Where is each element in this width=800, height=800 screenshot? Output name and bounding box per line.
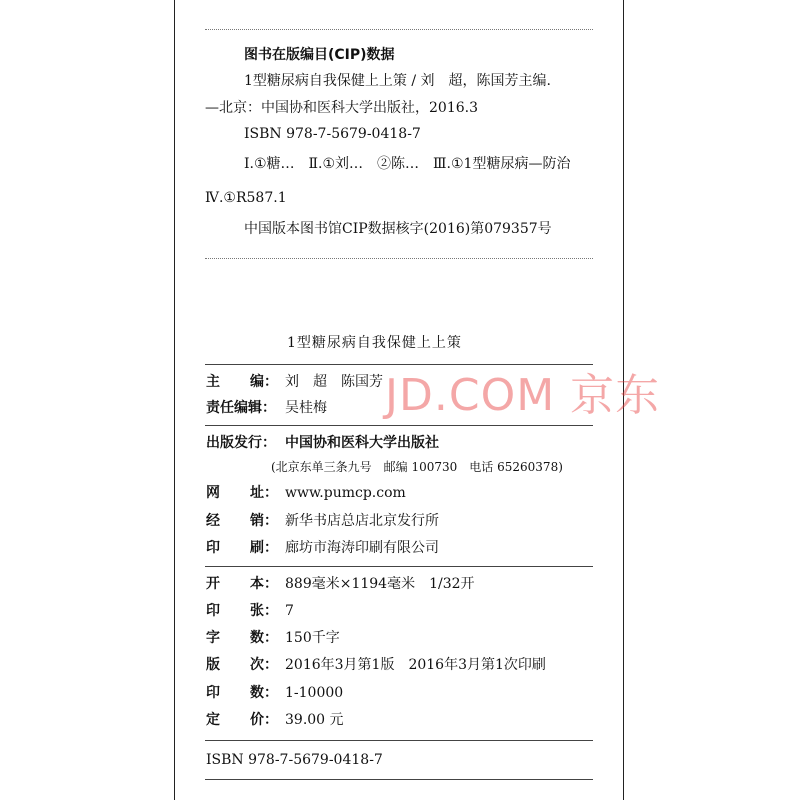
staff-rule [205,425,593,426]
top-dotted-rule [205,29,593,30]
cip-isbn: ISBN 978-7-5679-0418-7 [244,126,421,142]
format-value: 889毫米×1194毫米 1/32开 [285,576,475,592]
distributor-value: 新华书店总店北京发行所 [285,513,439,529]
responsible-editor-value: 吴桂梅 [285,400,327,416]
contacts-rule [205,566,593,567]
sheets-value: 7 [285,603,294,619]
publisher-label: 出版发行： [206,435,276,451]
cip-heading: 图书在版编目(CIP)数据 [244,47,395,63]
title-rule [205,364,593,365]
copyright-page: 图书在版编目(CIP)数据 1型糖尿病自我保健上上策 / 刘 超，陈国芳主编. —北京：中国协和医科大学出版社，2016.3 ISBN 978-7-5679-0418-7 Ⅰ.①糖… Ⅱ.①刘… ②陈… Ⅲ.①1型糖尿病—防治 Ⅳ.①R587.1 中国版本图书馆CIP数据核字(2016)第079357号 1型糖尿病自我保健上上策 JD.COM 京东 主 编： 刘 超 陈国芳 责任编辑： 吴桂梅 出版发行： 中国协和医科大学出版社 (北京东单三条九号 邮编 100730 电话 65260378) 网 址： www.pumcp.com 经 销： 新华书店总店北京发行所 印 刷： 廊坊市海涛印刷有限公司 开 本： 889毫米×1194毫米 1/32开 印 张： 7 字 数： 150千字 版 次： 2016年3月第1版 2016年3月第1次印刷 印 数： 1-10000 定 价： 39.00 元 ISBN 978-7-5679-0418-7 [174,0,624,800]
cip-record-number: 中国版本图书馆CIP数据核字(2016)第079357号 [244,221,552,237]
word-count-value: 150千字 [285,630,340,646]
cip-title-line: 1型糖尿病自我保健上上策 / 刘 超，陈国芳主编. [244,73,551,89]
cip-publisher-line: —北京：中国协和医科大学出版社，2016.3 [205,100,478,116]
editor-value: 刘 超 陈国芳 [285,374,383,390]
edition-value: 2016年3月第1版 2016年3月第1次印刷 [285,657,546,673]
bottom-rule [205,779,593,780]
specs-rule [205,740,593,741]
middle-dotted-rule [205,258,593,259]
publisher-address: (北京东单三条九号 邮编 100730 电话 65260378) [271,460,563,474]
printer-value: 廊坊市海涛印刷有限公司 [285,540,439,556]
cip-classification-code: Ⅳ.①R587.1 [205,190,287,206]
website-value: www.pumcp.com [285,485,406,501]
footer-isbn: ISBN 978-7-5679-0418-7 [206,752,383,768]
print-run-value: 1-10000 [285,685,344,701]
publisher-name: 中国协和医科大学出版社 [285,435,439,451]
jd-watermark: JD.COM 京东 [385,370,661,421]
book-title: 1型糖尿病自我保健上上策 [287,335,462,351]
cip-classification: Ⅰ.①糖… Ⅱ.①刘… ②陈… Ⅲ.①1型糖尿病—防治 [244,156,571,172]
price-value: 39.00 元 [285,712,344,728]
